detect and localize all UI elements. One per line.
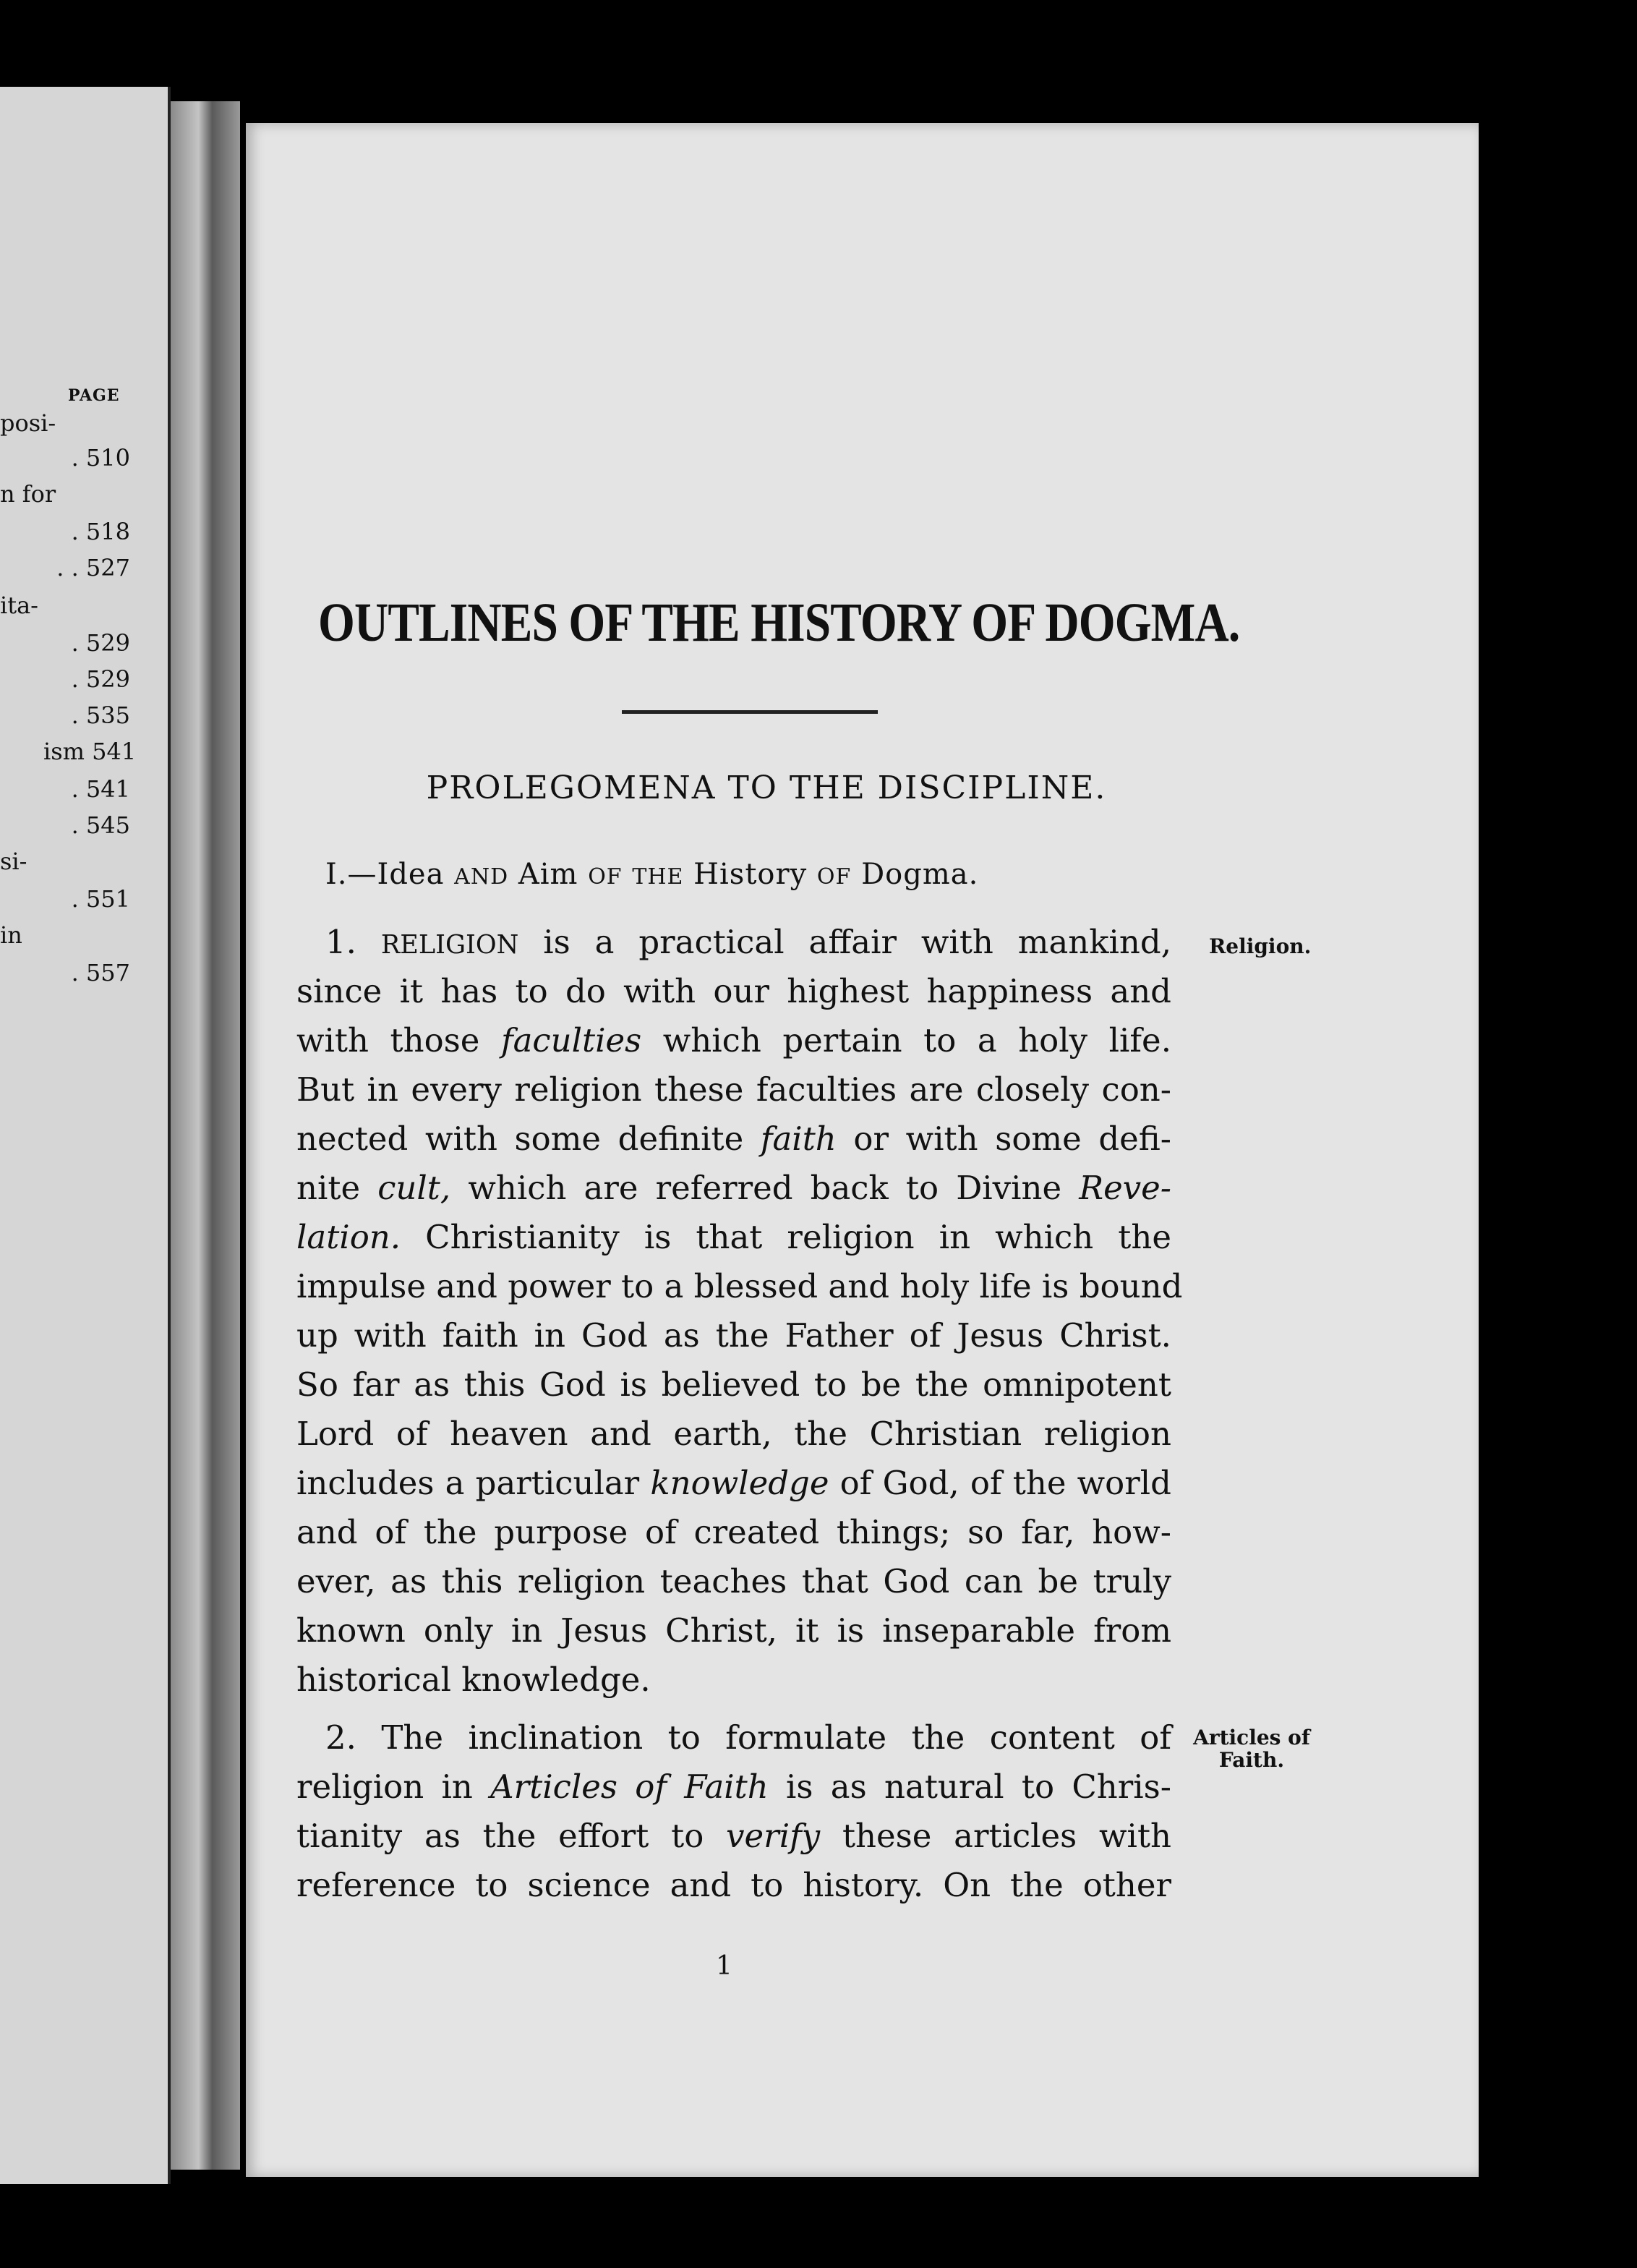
body-line: and of the purpose of created things; so far, how- (296, 1513, 1171, 1551)
toc-line: . 535 (71, 702, 130, 729)
toc-line: . 529 (71, 629, 130, 657)
margin-note-articles: Articles of Faith. (1193, 1726, 1310, 1772)
body-line: religion in Articles of Faith is as natural to Chris- (296, 1768, 1171, 1806)
body-line: includes a particular knowledge of God, of the world (296, 1464, 1171, 1502)
toc-line: ita- (0, 592, 38, 619)
body-line: up with faith in God as the Father of Jesus Christ. (296, 1316, 1171, 1355)
toc-line: . 557 (71, 959, 130, 986)
title-rule (622, 710, 878, 714)
body-line: 2. The inclination to formulate the content of (325, 1718, 1171, 1757)
toc-line: . 545 (71, 811, 130, 839)
body-line: historical knowledge. (296, 1660, 651, 1699)
toc-line: si- (0, 848, 27, 875)
toc-line: . 518 (71, 518, 130, 545)
body-line: ever, as this religion teaches that God can be truly (296, 1562, 1171, 1600)
body-line: since it has to do with our highest happiness and (296, 972, 1171, 1010)
body-line: impulse and power to a blessed and holy life is bound (296, 1267, 1183, 1305)
body-line: 1. RELIGION is a practical affair with mankind, (325, 923, 1172, 961)
body-line: nected with some definite faith or with some defi- (296, 1120, 1171, 1158)
left-page (0, 87, 171, 2184)
body-line: reference to science and to history. On the other (296, 1866, 1171, 1904)
body-line: lation. Christianity is that religion in which the (296, 1218, 1171, 1256)
subtitle: PROLEGOMENA TO THE DISCIPLINE. (426, 770, 1107, 806)
toc-line: . 529 (71, 665, 130, 693)
toc-line: posi- (0, 409, 56, 437)
body-line: So far as this God is believed to be the omnipotent (296, 1365, 1171, 1404)
body-line: nite cult, which are referred back to Divine Reve- (296, 1169, 1172, 1207)
toc-line: . 541 (71, 775, 130, 803)
body-line: known only in Jesus Christ, it is inseparable from (296, 1611, 1171, 1650)
page-number: 1 (716, 1951, 732, 1981)
book-gutter (171, 101, 240, 2170)
right-page (246, 123, 1479, 2177)
body-line: But in every religion these faculties are closely con- (296, 1070, 1171, 1109)
margin-note-religion: Religion. (1209, 934, 1312, 958)
body-line: with those faculties which pertain to a holy life. (296, 1021, 1171, 1060)
page-title: OUTLINES OF THE HISTORY OF DOGMA. (318, 592, 1240, 653)
toc-line: . 510 (71, 444, 130, 472)
toc-line: in (0, 921, 22, 949)
toc-line: . 551 (71, 885, 130, 913)
section-heading: I.—Idea AND Aim OF THE History OF Dogma. (325, 858, 979, 891)
toc-line: . . 527 (56, 554, 130, 581)
toc-line: n for (0, 480, 56, 508)
toc-page-header: PAGE (68, 386, 120, 405)
body-line: tianity as the effort to verify these articles with (296, 1817, 1172, 1855)
body-line: Lord of heaven and earth, the Christian religion (296, 1415, 1171, 1453)
toc-line: ism 541 (43, 738, 137, 765)
